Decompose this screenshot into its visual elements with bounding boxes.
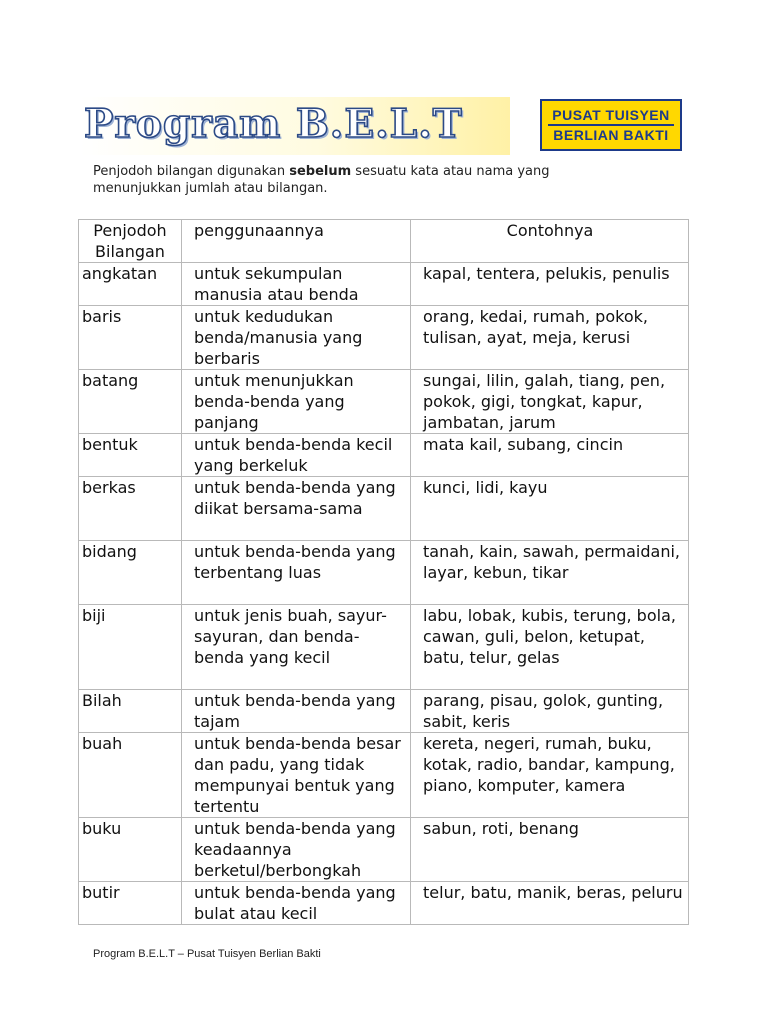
table-row [79, 690, 689, 733]
logo-line-2: BERLIAN BAKTI [553, 127, 669, 143]
table-row [79, 818, 689, 882]
usage-cell: untuk benda-benda yang keadaannya berketul/berbongkah [182, 818, 411, 882]
logo-line-1: PUSAT TUISYEN [548, 106, 673, 126]
table-row [79, 477, 689, 541]
table-header-row [79, 220, 689, 263]
examples-cell: parang, pisau, golok, gunting, sabit, keris [411, 690, 689, 733]
usage-cell: untuk jenis buah, sayur-sayuran, dan benda-benda yang kecil [182, 605, 411, 690]
examples-cell: telur, batu, manik, beras, peluru [411, 882, 689, 925]
usage-cell: untuk benda-benda besar dan padu, yang tidak mempunyai bentuk yang tertentu [182, 733, 411, 818]
term-cell: angkatan [79, 263, 182, 306]
usage-cell: untuk benda-benda yang terbentang luas [182, 541, 411, 605]
intro-bold: sebelum [289, 164, 352, 179]
header-penggunaannya: penggunaannya [182, 220, 411, 263]
examples-cell: mata kail, subang, cincin [411, 434, 689, 477]
intro-text [93, 163, 633, 197]
examples-cell: kunci, lidi, kayu [411, 477, 689, 541]
usage-cell: untuk sekumpulan manusia atau benda [182, 263, 411, 306]
table-row [79, 541, 689, 605]
title-banner [80, 97, 510, 155]
usage-cell: untuk benda-benda yang tajam [182, 690, 411, 733]
term-cell: bentuk [79, 434, 182, 477]
usage-cell: untuk menunjukkan benda-benda yang panjang [182, 370, 411, 434]
header-penjodoh-bilangan: Penjodoh Bilangan [79, 220, 182, 263]
term-cell: buah [79, 733, 182, 818]
term-cell: baris [79, 306, 182, 370]
usage-cell: untuk benda-benda yang diikat bersama-sama [182, 477, 411, 541]
table-row [79, 306, 689, 370]
table-row [79, 605, 689, 690]
examples-cell: labu, lobak, kubis, terung, bola, cawan, guli, belon, ketupat, batu, telur, gelas [411, 605, 689, 690]
table-row [79, 882, 689, 925]
examples-cell: tanah, kain, sawah, permaidani, layar, kebun, tikar [411, 541, 689, 605]
tuition-centre-logo [540, 99, 682, 151]
table-row [79, 370, 689, 434]
table-row [79, 434, 689, 477]
term-cell: Bilah [79, 690, 182, 733]
header-contohnya: Contohnya [411, 220, 689, 263]
page-footer: Program B.E.L.T – Pusat Tuisyen Berlian Bakti [93, 948, 321, 960]
term-cell: berkas [79, 477, 182, 541]
table-body [79, 263, 689, 925]
examples-cell: sabun, roti, benang [411, 818, 689, 882]
examples-cell: kereta, negeri, rumah, buku, kotak, radio, bandar, kampung, piano, komputer, kamera [411, 733, 689, 818]
usage-cell: untuk kedudukan benda/manusia yang berbaris [182, 306, 411, 370]
penjodoh-bilangan-table [78, 219, 689, 925]
examples-cell: kapal, tentera, pelukis, penulis [411, 263, 689, 306]
intro-after: sesuatu kata atau nama yang menunjukkan jumlah atau bilangan. [93, 164, 550, 196]
intro-before: Penjodoh bilangan digunakan [93, 164, 290, 179]
examples-cell: orang, kedai, rumah, pokok, tulisan, ayat, meja, kerusi [411, 306, 689, 370]
term-cell: biji [79, 605, 182, 690]
term-cell: buku [79, 818, 182, 882]
table-row [79, 263, 689, 306]
term-cell: batang [79, 370, 182, 434]
examples-cell: sungai, lilin, galah, tiang, pen, pokok, gigi, tongkat, kapur, jambatan, jarum [411, 370, 689, 434]
usage-cell: untuk benda-benda kecil yang berkeluk [182, 434, 411, 477]
page-header [80, 97, 686, 155]
table-row [79, 733, 689, 818]
usage-cell: untuk benda-benda yang bulat atau kecil [182, 882, 411, 925]
program-title: Program B.E.L.T [84, 101, 463, 147]
term-cell: butir [79, 882, 182, 925]
term-cell: bidang [79, 541, 182, 605]
